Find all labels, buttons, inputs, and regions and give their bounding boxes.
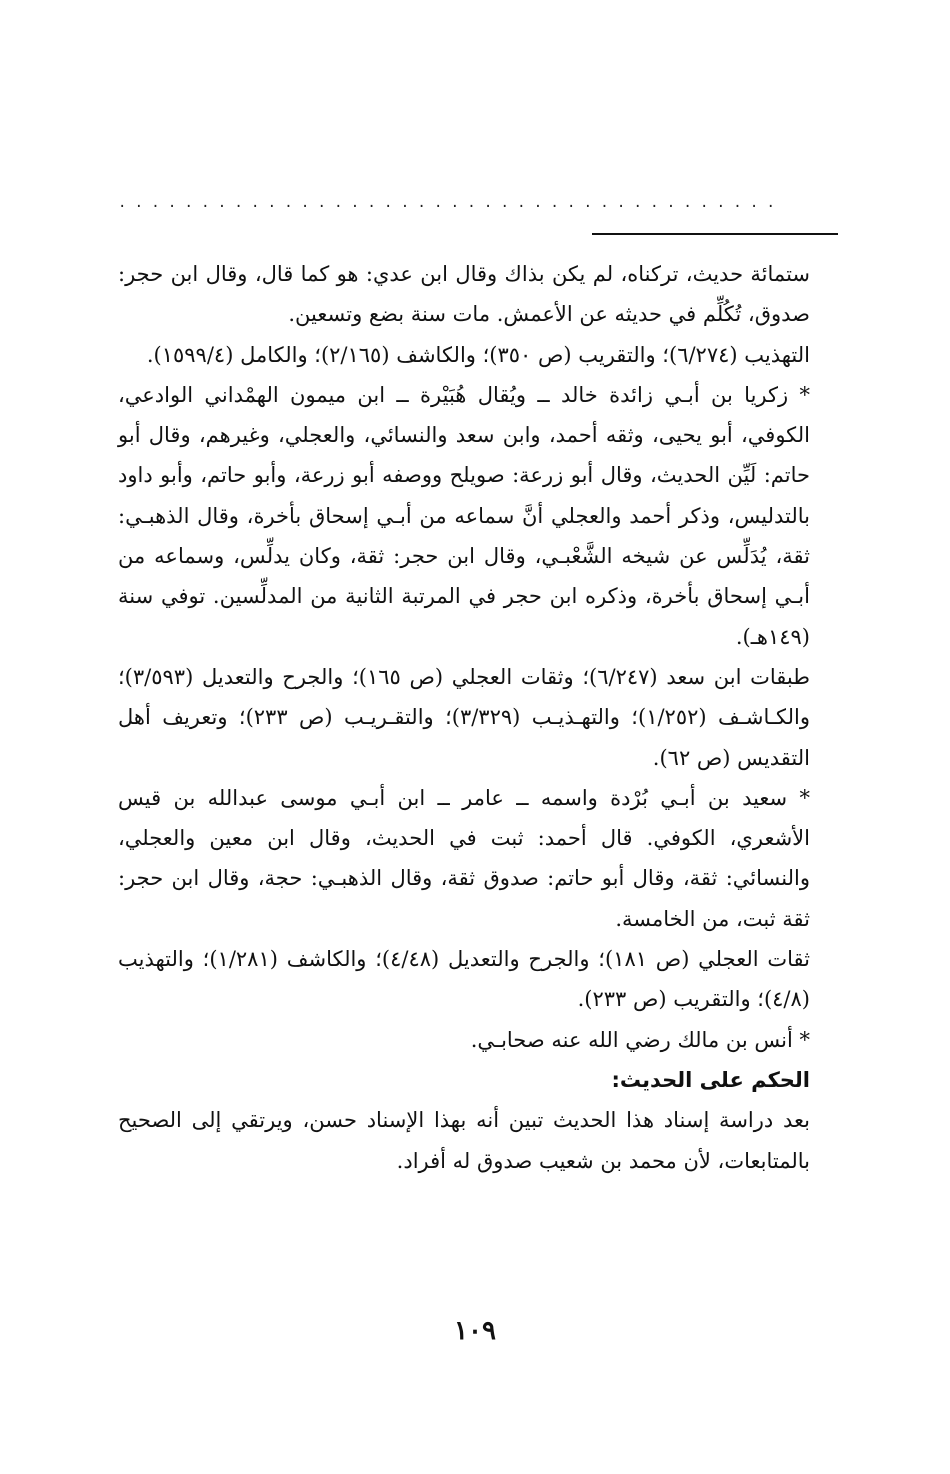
- narrator-entry: * زكريا بن أبـي زائدة خالد ــ ويُقال هُبَيْرة ــ ابن ميمون الهمْداني الوادعي، الكوفي، أبو يحيى، وثقه أحمد، وابن سعد والنسائي، والعجلي، وغيرهم، وقال أبو حاتم: لَيِّن الحديث، وقال أبو زرعة: صويلح ووصفه أبو زرعة، وأبو حاتم، وأبو داود بالتدليس، وذكر أحمد والعجلي أنَّ سماعه من أبـي إسحاق بأخرة، وقال الذهبـي: ثقة، يُدَلِّس عن شيخه الشَّعْبـي، وقال ابن حجر: ثقة، وكان يدلِّس، وسماعه من أبـي إسحاق بأخرة، وذكره ابن حجر في المرتبة الثانية من المدلِّسين. توفي سنة (١٤٩هـ).: [118, 382, 810, 649]
- reference-paragraph: طبقات ابن سعد (٦/٢٤٧)؛ وثقات العجلي (ص ١٦٥)؛ والجرح والتعديل (٣/٥٩٣)؛ والكـاشـف (١/٢٥٢)؛ والتهـذيـب (٣/٣٢٩)؛ والتقـريـب (ص ٢٣٣)؛ وتعريف أهل التقديس (ص ٦٢).: [118, 664, 810, 770]
- section-heading: الحكم على الحديث:: [611, 1067, 810, 1092]
- page-number: ١٠٩: [454, 1316, 496, 1346]
- footnote-rule: [592, 233, 838, 235]
- dotted-separator: ........................................: [118, 196, 784, 210]
- reference-paragraph: التهذيب (٦/٢٧٤)؛ والتقريب (ص ٣٥٠)؛ والكاشف (٢/١٦٥)؛ والكامل (١٥٩٩/٤).: [146, 342, 810, 367]
- paragraph: ستمائة حديث، تركناه، لم يكن بذاك وقال ابن عدي: هو كما قال، وقال ابن حجر: صدوق، تُكُلِّم في حديثه عن الأعمش. مات سنة بضع وتسعين.: [118, 262, 810, 327]
- narrator-entry: * أنس بن مالك رضي الله عنه صحابـي.: [470, 1027, 810, 1052]
- conclusion-paragraph: بعد دراسة إسناد هذا الحديث تبين أنه بهذا الإسناد حسن، ويرتقي إلى الصحيح بالمتابعات، لأن محمد بن شعيب صدوق له أفراد.: [118, 1108, 810, 1173]
- reference-paragraph: ثقات العجلي (ص ١٨١)؛ والجرح والتعديل (٤/٤٨)؛ والكاشف (١/٢٨١)؛ والتهذيب (٤/٨)؛ والتقريب (ص ٢٣٣).: [118, 947, 810, 1012]
- narrator-entry: * سعيد بن أبـي بُرْدة واسمه ــ عامر ــ ابن أبـي موسى عبدالله بن قيس الأشعري، الكوفي. قال أحمد: ثبت في الحديث، وقال ابن معين والعجلي، والنسائي: ثقة، وقال أبو حاتم: صدوق ثقة، وقال الذهبـي: حجة، وقال ابن حجر: ثقة ثبت، من الخامسة.: [118, 785, 810, 931]
- page-body: [118, 254, 810, 1181]
